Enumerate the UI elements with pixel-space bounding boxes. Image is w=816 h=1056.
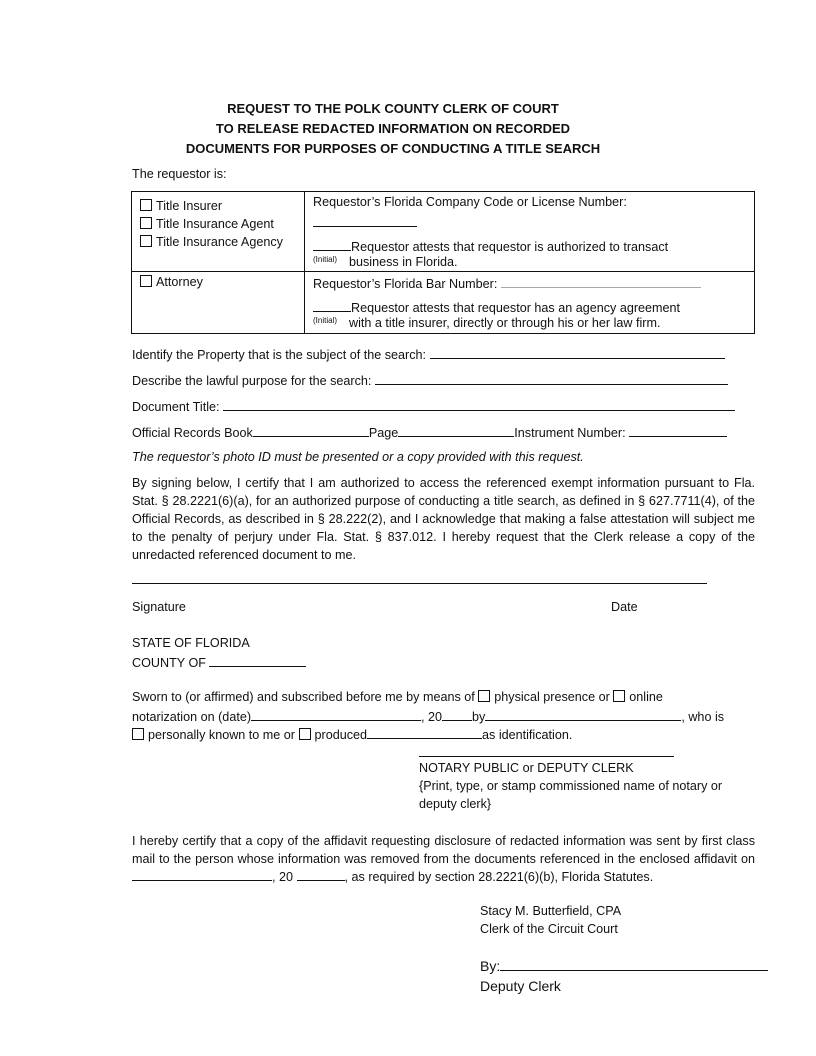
sworn-text: notarization on (date) [132,710,252,724]
initial-label: (Initial) [313,316,338,325]
sworn-text: as identification. [482,728,573,742]
company-code-field[interactable] [313,214,417,227]
produced-checkbox[interactable] [299,728,311,740]
notary-instructions: {Print, type, or stamp commissioned name of notary or [419,779,723,793]
initial-label: (Initial) [313,255,338,264]
deputy-signature-field[interactable] [500,958,768,971]
property-label: Identify the Property that is the subject of the search: [132,348,427,362]
instrument-field[interactable] [629,424,727,437]
affidavit-on-label: affidavit on [693,852,756,866]
sworn-text: personally known to me or [148,728,295,742]
mail-certification-text: I hereby certify that a copy of the affidavit requesting disclosure of redacted information was sent by first class mail to the person whose information was removed from the documents referenced in the enclosed [132,834,755,866]
option-title-insurance-agent[interactable] [140,217,274,231]
personally-known-checkbox[interactable] [132,728,144,740]
signature-label: Signature [132,600,186,614]
mail-certification-tail: , as required by section 28.2221(6)(b), Florida Statutes. [344,870,654,884]
purpose-field[interactable] [375,372,728,385]
title-line-1: REQUEST TO THE POLK COUNTY CLERK OF COURT [227,101,559,116]
certification-paragraph: By signing below, I certify that I am authorized to access the referenced exempt information pursuant to Fla. Stat. § 28.2221(6)(a), for an authorized purpose of conducting a title search, as defined in § 627.7711(4), of the Official Records, as described in § 28.222(2), and I acknowledge that making a false attestation will subject me to the penalty of perjury under Fla. Stat. § 837.012. I hereby request that the Clerk release a copy of the unredacted referenced document to me. [132,476,755,562]
option-label: Attorney [156,275,203,289]
identification-field[interactable] [367,726,482,739]
purpose-label: Describe the lawful purpose for the search: [132,374,372,388]
sworn-text: , 20 [421,710,443,724]
notary-signature-line[interactable] [419,756,674,757]
county-field[interactable] [209,654,306,667]
or-book-field[interactable] [253,424,369,437]
deputy-clerk-label: Deputy Clerk [480,978,561,994]
option-title-insurer[interactable] [140,199,222,213]
requestor-is-label: The requestor is: [132,167,227,181]
date-label: Date [611,600,638,614]
county-label: COUNTY OF [132,656,206,670]
affidavit-year-field[interactable] [297,868,345,881]
sworn-text: , who is [681,710,725,724]
by-label: By: [480,958,501,974]
physical-presence-checkbox[interactable] [478,690,490,702]
title-line-2: TO RELEASE REDACTED INFORMATION ON RECORDED [215,121,571,136]
company-code-label: Requestor’s Florida Company Code or License Number: [313,195,627,209]
attest-2-text: Requestor attests that requestor has an agency agreement [351,301,681,315]
option-attorney[interactable] [140,275,203,289]
sworn-text: Sworn to (or affirmed) and subscribed before me by means of [132,690,475,704]
clerk-name: Stacy M. Butterfield, CPA [480,904,622,918]
option-label: Title Insurance Agent [156,217,274,231]
sworn-text: online [629,690,663,704]
option-label: Title Insurance Agency [156,235,283,249]
year-field[interactable] [442,708,472,721]
signature-line[interactable] [132,583,707,584]
year-label: , 20 [272,870,294,884]
document-title-field[interactable] [223,398,735,411]
option-label: Title Insurer [156,199,223,213]
checkbox[interactable] [140,275,152,287]
notary-label: NOTARY PUBLIC or DEPUTY CLERK [419,761,634,775]
property-field[interactable] [430,346,725,359]
document-title-label: Document Title: [132,400,220,414]
requestor-table [131,191,755,334]
attest-1-text: Requestor attests that requestor is authorized to transact [351,240,669,254]
instrument-label: Instrument Number: [514,426,626,440]
checkbox[interactable] [140,217,152,229]
photo-id-note: The requestor’s photo ID must be presented or a copy provided with this request. [132,450,584,464]
initial-field-1[interactable] [313,238,351,251]
title-line-3: DOCUMENTS FOR PURPOSES OF CONDUCTING A TITLE SEARCH [185,141,601,156]
by-name-field[interactable] [485,708,681,721]
page-field[interactable] [398,424,514,437]
sworn-text: produced [314,728,368,742]
or-book-label: Official Records Book [132,426,253,440]
online-checkbox[interactable] [613,690,625,702]
bar-number-label: Requestor’s Florida Bar Number: [313,277,498,291]
initial-field-2[interactable] [313,299,351,312]
notary-instructions-2: deputy clerk} [419,797,492,811]
checkbox[interactable] [140,199,152,211]
state-label: STATE OF FLORIDA [132,636,250,650]
attest-2-text-2: with a title insurer, directly or through his or her law firm. [349,316,661,330]
notarization-date-field[interactable] [251,708,421,721]
bar-number-field[interactable] [501,275,701,288]
clerk-title: Clerk of the Circuit Court [480,922,618,936]
sworn-text: by [472,710,486,724]
affidavit-date-field[interactable] [132,868,272,881]
checkbox[interactable] [140,235,152,247]
option-title-insurance-agency[interactable] [140,235,283,249]
page-label: Page [368,426,399,440]
sworn-text: physical presence or [494,690,610,704]
attest-1-text-2: business in Florida. [349,255,458,269]
